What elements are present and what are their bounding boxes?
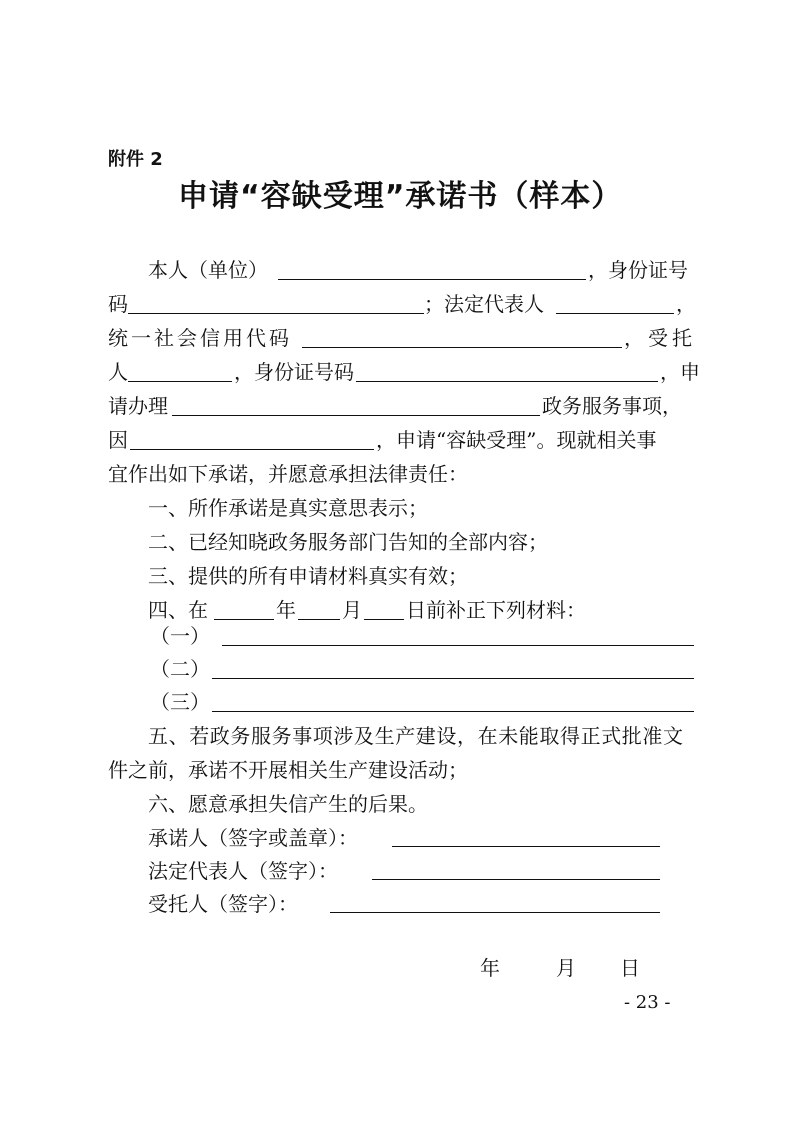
- promisor-signature-line: [392, 846, 660, 847]
- sub-item-2: （二）: [150, 657, 210, 681]
- item-4-year: 年: [276, 598, 296, 622]
- intro-line-4-tail: ，申: [660, 360, 700, 384]
- sub-item-3: （三）: [150, 690, 210, 714]
- intro-line-6-tail: ，申请“容缺受理”。现就相关事: [376, 428, 657, 452]
- date-day: 日: [620, 956, 640, 980]
- reason-blank: [130, 449, 374, 450]
- material-1-blank: [222, 645, 694, 646]
- date-year: 年: [480, 956, 500, 980]
- intro-line-3-text: 统一社会信用代码: [108, 326, 292, 350]
- trustee-signature-line: [330, 912, 660, 913]
- legal-rep-signature-line: [372, 879, 660, 880]
- item-5-line-1: 五、若政务服务事项涉及生产建设，在未能取得正式批准文: [148, 724, 684, 748]
- item-3: 三、提供的所有申请材料真实有效；: [148, 564, 468, 588]
- item-5-line-2: 件之前，承诺不开展相关生产建设活动；: [108, 758, 468, 782]
- item-4-month: 月: [342, 598, 362, 622]
- intro-line-6-text: 因: [108, 428, 128, 452]
- sub-item-1: （一）: [150, 624, 210, 648]
- intro-line-1-tail: ，身份证号: [588, 258, 688, 282]
- intro-line-2-text: 码: [108, 292, 128, 316]
- intro-line-4-mid: ，身份证号码: [234, 360, 354, 384]
- service-item-blank: [172, 415, 540, 416]
- intro-line-2-tail: ，: [676, 292, 696, 316]
- intro-line-2-mid: ；法定代表人: [424, 292, 544, 316]
- item-4-prefix: 四、在: [148, 598, 208, 622]
- intro-line-5-text: 请办理: [108, 394, 168, 418]
- page-number: - 23 -: [624, 992, 671, 1013]
- document-title: 申请“容缺受理”承诺书（样本）: [178, 179, 623, 214]
- material-2-blank: [212, 678, 694, 679]
- intro-line-1-text: 本人（单位）: [148, 258, 268, 282]
- attachment-label: 附件 2: [108, 149, 163, 170]
- intro-line-5-tail: 政务服务事项，: [542, 394, 682, 418]
- item-6: 六、愿意承担失信产生的后果。: [148, 792, 428, 816]
- trustee-blank: [128, 381, 232, 382]
- material-3-blank: [212, 711, 694, 712]
- item-1: 一、所作承诺是真实意思表示；: [148, 496, 428, 520]
- deadline-year-blank: [214, 619, 274, 620]
- deadline-month-blank: [298, 619, 340, 620]
- item-4-day: 日前补正下列材料：: [406, 598, 586, 622]
- id-number-blank: [128, 313, 424, 314]
- legal-rep-blank: [556, 313, 674, 314]
- legal-rep-signature-label: 法定代表人（签字）：: [148, 859, 338, 883]
- intro-line-3-tail: ，受托: [624, 326, 696, 350]
- deadline-day-blank: [364, 619, 404, 620]
- item-2: 二、已经知晓政务服务部门告知的全部内容；: [148, 530, 548, 554]
- credit-code-blank: [302, 347, 622, 348]
- trustee-signature-label: 受托人（签字）：: [148, 892, 298, 916]
- intro-line-7-text: 宜作出如下承诺，并愿意承担法律责任：: [108, 462, 468, 486]
- trustee-id-blank: [356, 381, 658, 382]
- intro-line-4-text: 人: [108, 360, 128, 384]
- date-month: 月: [556, 956, 576, 980]
- name-blank: [278, 279, 586, 280]
- promisor-signature-label: 承诺人（签字或盖章）：: [148, 826, 358, 850]
